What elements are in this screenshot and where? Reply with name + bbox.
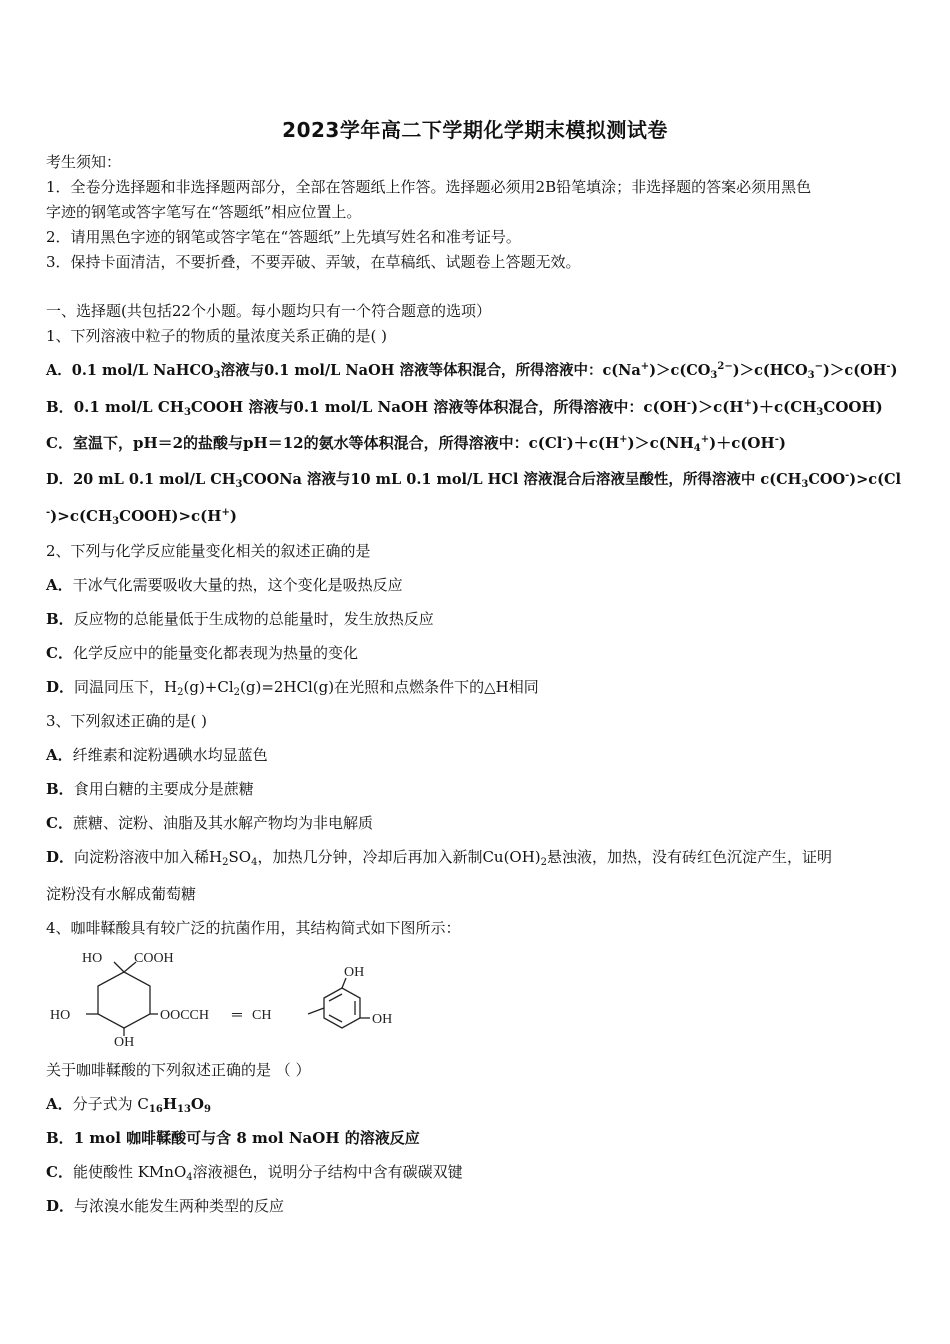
option-label: B． (46, 610, 74, 628)
notice-item: 3．保持卡面清洁，不要折叠，不要弄破、弄皱，在草稿纸、试题卷上答题无效。 (46, 253, 581, 271)
section-heading: 一、选择题(共包括22个小题。每小题均只有一个符合题意的选项） (46, 302, 491, 320)
text: )＞c(OH (823, 362, 887, 379)
notice-item: 字迹的钢笔或答字笔写在“答题纸”相应位置上。 (46, 203, 362, 221)
text: 20 mL 0.1 mol/L CH (73, 471, 236, 488)
q3-option-b (46, 779, 254, 799)
q2-option-d (46, 677, 539, 697)
subscript: 16 (148, 1104, 163, 1115)
subscript: 4 (693, 443, 701, 454)
text: COO (808, 471, 846, 488)
q3-option-d (46, 847, 832, 867)
option-label: C． (46, 814, 73, 832)
q3-option-c (46, 813, 373, 833)
option-label: B． (46, 398, 74, 416)
superscript: - (46, 507, 51, 518)
text: ) (890, 362, 898, 379)
superscript: - (686, 398, 692, 409)
superscript: − (814, 361, 824, 372)
text: 溶液与0.1 mol/L NaOH 溶液等体积混合，所得溶液中：c(Na (220, 362, 641, 379)
notice-item: 1．全卷分选择题和非选择题两部分，全部在答题纸上作答。选择题必须用2B铅笔填涂；非选择题的答案必须用黑色 (46, 178, 812, 196)
text: COOH) (823, 398, 883, 416)
text: COOH)>c(H (119, 507, 222, 525)
subscript: 3 (112, 516, 120, 527)
text: (g)=2HCl(g)在光照和点燃条件下的△H相同 (240, 678, 539, 696)
text: O (190, 1095, 204, 1113)
question-4-stem: 4、咖啡鞣酸具有较广泛的抗菌作用，其结构简式如下图所示： (46, 919, 461, 937)
option-text: 干冰气化需要吸收大量的热，这个变化是吸热反应 (72, 576, 403, 594)
label-ho-left: HO (50, 1008, 71, 1023)
option-label: C． (46, 434, 73, 452)
text: ，加热几分钟，冷却后再加入新制Cu(OH) (257, 848, 541, 866)
q3-option-a (46, 745, 268, 765)
text: ) (778, 434, 786, 452)
q1-option-c (46, 433, 786, 453)
option-label: A． (46, 746, 73, 764)
text: 同温同压下，H (74, 678, 178, 696)
label-ho-top: HO (82, 951, 103, 966)
superscript: + (743, 398, 752, 409)
label-oh-ring-right: OH (372, 1012, 393, 1027)
question-1-stem: 1、下列溶液中粒子的物质的量浓度关系正确的是( ) (46, 327, 388, 345)
option-label: A． (46, 362, 72, 379)
superscript: - (562, 434, 567, 445)
label-cooh: COOH (134, 951, 174, 966)
text: )＋c(CH (751, 398, 817, 416)
text: )＋c(H (566, 434, 620, 452)
option-label: A． (46, 1095, 73, 1113)
q1-option-b (46, 397, 883, 417)
q2-option-c (46, 643, 358, 663)
subscript: 3 (807, 370, 815, 381)
page-title: 2023学年高二下学期化学期末模拟测试卷 (282, 118, 668, 142)
superscript: + (619, 434, 628, 445)
text: 悬浊液，加热，没有砖红色沉淀产生，证明 (547, 848, 833, 866)
option-text: 纤维素和淀粉遇碘水均显蓝色 (72, 746, 268, 764)
subscript: 4 (186, 1172, 193, 1183)
option-label: C． (46, 1163, 73, 1181)
q4-option-a (46, 1094, 211, 1114)
subscript: 3 (235, 479, 243, 490)
subscript: 2 (233, 687, 241, 698)
label-oh-bottom: OH (114, 1035, 135, 1048)
option-label: B． (46, 780, 74, 798)
superscript: - (886, 361, 891, 372)
option-text: 食用白糖的主要成分是蔗糖 (73, 780, 254, 798)
q2-option-a (46, 575, 403, 595)
q1-option-a (46, 361, 897, 381)
subscript: 13 (177, 1104, 191, 1115)
subscript: 3 (816, 407, 824, 418)
subscript: 2 (222, 857, 229, 868)
label-double-bond: ═ (232, 1008, 242, 1023)
text: 0.1 mol/L NaHCO (71, 362, 214, 379)
subscript: 2 (177, 687, 184, 698)
text: )>c(CH (50, 507, 113, 525)
text: )＞c(NH (627, 434, 694, 452)
option-text: 1 mol 咖啡鞣酸可与含 8 mol NaOH 的溶液反应 (73, 1129, 420, 1147)
option-label: A． (46, 576, 73, 594)
option-label: B． (46, 1129, 74, 1147)
superscript: 2− (717, 361, 733, 372)
q4-option-b (46, 1128, 420, 1148)
subscript: 3 (213, 370, 221, 381)
option-label: D． (46, 848, 75, 866)
superscript: - (774, 434, 779, 445)
text: )＞c(H (691, 398, 744, 416)
text: 分子式为 C (72, 1095, 149, 1113)
option-text: 与浓溴水能发生两种类型的反应 (74, 1197, 285, 1215)
notice-heading: 考生须知： (46, 153, 122, 171)
text: )>c(Cl (849, 471, 902, 488)
text: SO (228, 848, 252, 866)
subscript: 9 (204, 1104, 211, 1115)
cyclohexane-ring (98, 972, 150, 1028)
label-ch: CH (252, 1008, 272, 1023)
q1-option-d (46, 470, 901, 490)
option-label: D． (46, 678, 75, 696)
text: 溶液褪色，说明分子结构中含有碳碳双键 (192, 1163, 463, 1181)
q4-option-d (46, 1196, 284, 1216)
q3-option-d-continued: 淀粉没有水解成葡萄糖 (46, 885, 197, 903)
text: )＋c(OH (709, 434, 775, 452)
text: COONa 溶液与10 mL 0.1 mol/L HCl 溶液混合后溶液呈酸性，所得溶液中 c(CH (242, 471, 802, 488)
subscript: 3 (710, 370, 718, 381)
text: H (162, 1095, 177, 1113)
text: 室温下，pH＝2的盐酸与pH＝12的氨水等体积混合，所得溶液中：c(Cl (72, 434, 563, 452)
text: 能使酸性 KMnO (72, 1163, 187, 1181)
q4-option-c (46, 1162, 463, 1182)
text: ) (229, 507, 237, 525)
superscript: + (700, 434, 710, 445)
caffeoylquinic-acid-structure (46, 948, 406, 1048)
option-label: D． (46, 471, 74, 488)
text: (g)+Cl (183, 678, 234, 696)
superscript: + (221, 507, 230, 518)
q2-option-b (46, 609, 434, 629)
text: )＞c(CO (649, 362, 711, 379)
label-ester-chain: OOCCH (160, 1008, 210, 1023)
option-label: D． (46, 1197, 75, 1215)
option-text: 化学反应中的能量变化都表现为热量的变化 (72, 644, 358, 662)
superscript: - (845, 470, 850, 481)
question-2-stem: 2、下列与化学反应能量变化相关的叙述正确的是 (46, 542, 371, 560)
option-label: C． (46, 644, 73, 662)
option-text: 反应物的总能量低于生成物的总能量时，发生放热反应 (73, 610, 434, 628)
subscript: 3 (183, 407, 191, 418)
subscript: 3 (801, 479, 809, 490)
question-4-sub-stem: 关于咖啡鞣酸的下列叙述正确的是 （ ） (46, 1061, 311, 1079)
text: 向淀粉溶液中加入稀H (74, 848, 223, 866)
label-oh-ring-top: OH (344, 965, 365, 980)
subscript: 4 (251, 857, 258, 868)
text: COOH 溶液与0.1 mol/L NaOH 溶液等体积混合，所得溶液中：c(OH (190, 398, 687, 416)
question-3-stem: 3、下列叙述正确的是( ) (46, 712, 208, 730)
option-text: 蔗糖、淀粉、油脂及其水解产物均为非电解质 (72, 814, 373, 832)
superscript: + (640, 361, 650, 372)
text: 0.1 mol/L CH (73, 398, 184, 416)
subscript: 2 (540, 857, 548, 868)
notice-item: 2．请用黑色字迹的钢笔或答字笔在“答题纸”上先填写姓名和准考证号。 (46, 228, 521, 246)
text: )＞c(HCO (732, 362, 808, 379)
q1-option-d-continued (46, 506, 237, 526)
